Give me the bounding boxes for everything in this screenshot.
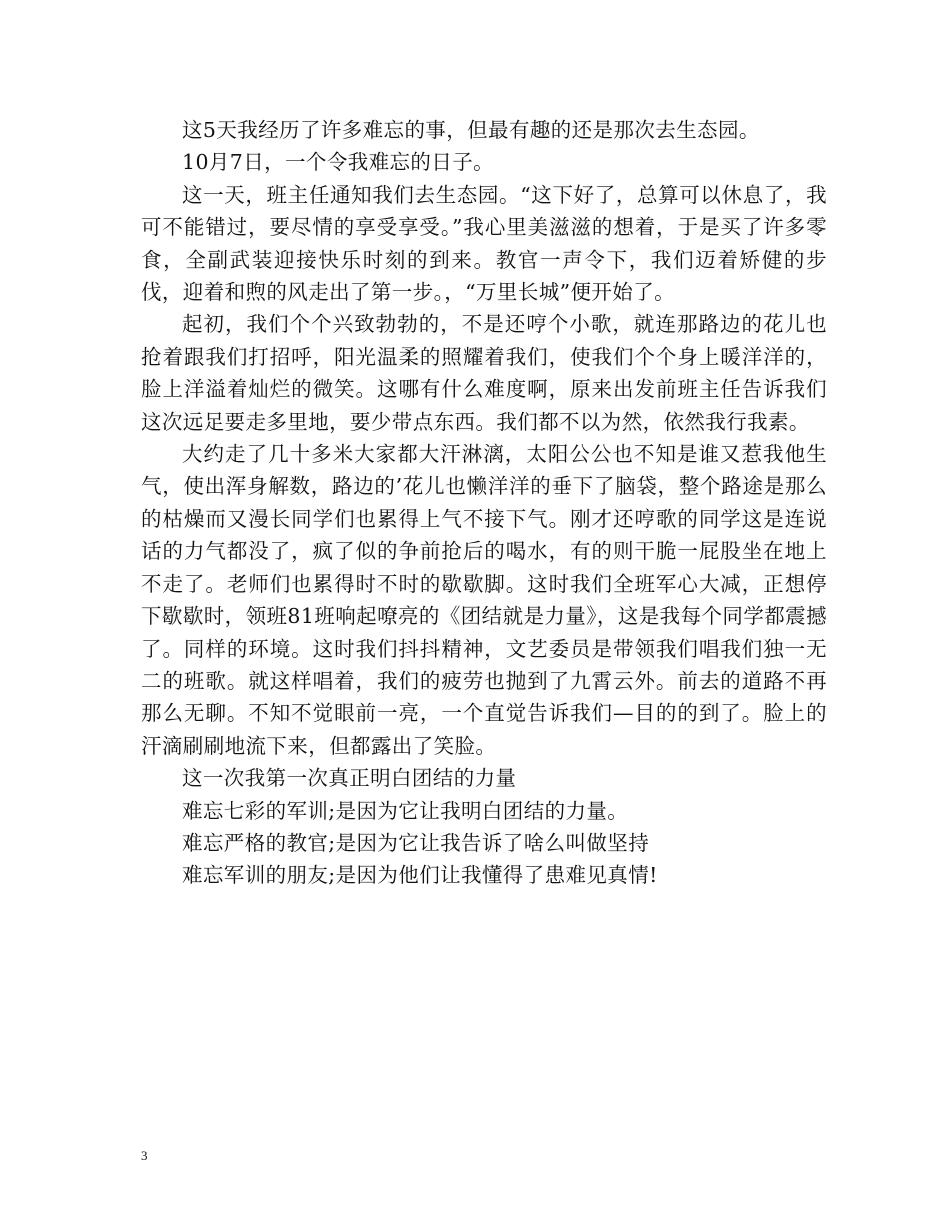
document-body [141, 114, 827, 892]
paragraph-realization: 这一次我第一次真正明白团结的力量 [182, 766, 517, 791]
paragraph-memory-training: 难忘七彩的军训;是因为它让我明白团结的力量。 [182, 798, 629, 823]
paragraph-beginning: 起初，我们个个兴致勃勃的，不是还哼个小歌，就连那路边的花儿也抢着跟我们打招呼，阳光温柔的照耀着我们，使我们个个身上暖洋洋的，脸上洋溢着灿烂的微笑。这哪有什么难度啊，原来出发前班主任告诉我们这次远足要走多里地，要少带点东西。我们都不以为然，依然我行我素。 [141, 312, 827, 434]
paragraph-notice: 这一天，班主任通知我们去生态园。“这下好了，总算可以休息了，我可不能错过，要尽情的享受享受。”我心里美滋滋的想着，于是买了许多零食，全副武装迎接快乐时刻的到来。教官一声令下，我们迈着矫健的步伐，迎着和煦的风走出了第一步。，“万里长城”便开始了。 [141, 182, 827, 305]
paragraph-date: 10月7日，一个令我难忘的日子。 [182, 150, 495, 175]
paragraph-memory-instructor: 难忘严格的教官;是因为它让我告诉了啥么叫做坚持 [182, 830, 650, 855]
page-number: 3 [141, 1148, 148, 1163]
paragraph-journey: 大约走了几十多米大家都大汗淋漓，太阳公公也不知是谁又惹我他生气，使出浑身解数，路边的’花儿也懒洋洋的垂下了脑袋，整个路途是那么的枯燥而又漫长同学们也累得上气不接下气。刚才还哼歌的同学这是连说话的力气都没了，疯了似的争前抢后的喝水，有的则干脆一屁股坐在地上不走了。老师们也累得时不时的歇歇脚。这时我们全班军心大减，正想停下歇歇时，领班81班响起嘹亮的《团结就是力量》，这是我每个同学都震撼了。同样的环境。这时我们抖抖精神，文艺委员是带领我们唱我们独一无二的班歌。就这样唱着，我们的疲劳也抛到了九霄云外。前去的道路不再那么无聊。不知不觉眼前一亮，一个直觉告诉我们—目的的到了。脸上的汗滴刷刷地流下来，但都露出了笑脸。 [141, 442, 827, 758]
paragraph-memory-friends: 难忘军训的朋友;是因为他们让我懂得了患难见真情! [182, 863, 658, 888]
paragraph-intro: 这5天我经历了许多难忘的事，但最有趣的还是那次去生态园。 [182, 118, 760, 142]
